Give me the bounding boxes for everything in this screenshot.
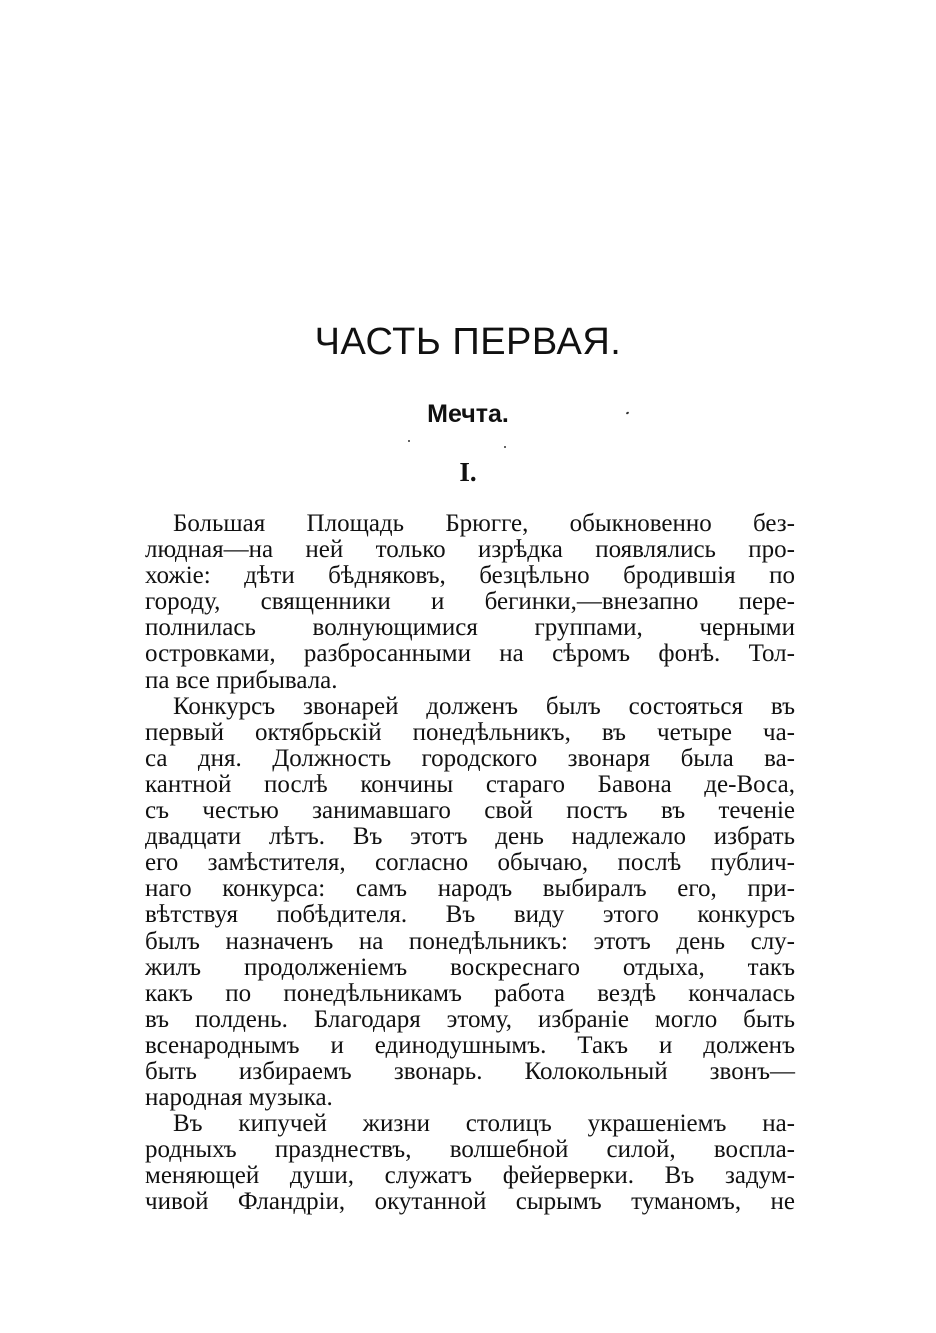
text-line: наго конкурса: самъ народъ выбиралъ его, при-	[145, 875, 795, 903]
text-line: городу, священники и бегинки,—внезапно пере-	[145, 588, 795, 616]
text-line: меняющей души, служатъ фейерверки. Въ задум-	[145, 1162, 795, 1190]
scan-speck	[408, 440, 410, 442]
text-line: жилъ продолженіемъ воскреснаго отдыха, такъ	[145, 953, 795, 981]
text-line: полнилась волнующимися группами, черными	[145, 614, 795, 642]
text-line: Въ кипучей жизни столицъ украшеніемъ на-	[173, 1110, 795, 1138]
text-line: народная музыка.	[145, 1084, 333, 1112]
text-line: первый октябрьскій понедѣльникъ, въ четыре ча-	[145, 718, 795, 746]
paragraph-1	[145, 511, 795, 694]
text-line: быть избираемъ звонарь. Колокольный звонъ—	[145, 1057, 795, 1085]
part-title: ЧАСТЬ ПЕРВАЯ.	[314, 321, 622, 363]
scan-speck	[504, 446, 506, 448]
text-line: кантной послѣ кончины стараго Бавона де-Воса,	[145, 770, 795, 798]
text-line: Большая Площадь Брюгге, обыкновенно без-	[173, 510, 795, 537]
text-line: съ честью занимавшаго свой постъ въ теченіе	[145, 797, 795, 825]
text-line: са дня. Должность городского звонаря была ва-	[145, 744, 795, 772]
text-line: островками, разбросанными на сѣромъ фонѣ. Тол-	[145, 640, 795, 668]
text-line: двадцати лѣтъ. Въ этотъ день надлежало избрать	[145, 823, 795, 851]
paragraph-3	[145, 1111, 795, 1215]
text-line: какъ по понедѣльникамъ работа вездѣ кончалась	[145, 979, 795, 1007]
text-line: людная—на ней только изрѣдка появлялись про-	[145, 536, 795, 564]
section-number: I.	[459, 457, 477, 487]
text-line: Конкурсъ звонарей долженъ былъ состояться въ	[173, 692, 795, 720]
text-line: въ полдень. Благодаря этому, избраніе могло быть	[145, 1005, 795, 1033]
text-line: родныхъ празднествъ, волшебной силой, воспла-	[145, 1136, 795, 1164]
chapter-title: Мечта.	[427, 400, 509, 428]
text-line: па все прибывала.	[145, 666, 338, 694]
text-line: его замѣстителя, согласно обычаю, послѣ публич-	[145, 849, 795, 877]
body-text	[145, 511, 795, 1216]
text-line: вѣтствуя побѣдителя. Въ виду этого конкурсъ	[145, 901, 795, 929]
text-line: всенароднымъ и единодушнымъ. Такъ и долженъ	[145, 1031, 795, 1059]
paragraph-2	[145, 694, 795, 1112]
text-line: былъ назначенъ на понедѣльникъ: этотъ день слу-	[145, 927, 795, 955]
text-line: хожіе: дѣти бѣдняковъ, безцѣльно бродившія по	[145, 562, 795, 590]
text-line: чивой Фландріи, окутанной сырымъ туманомъ, не	[145, 1188, 795, 1216]
